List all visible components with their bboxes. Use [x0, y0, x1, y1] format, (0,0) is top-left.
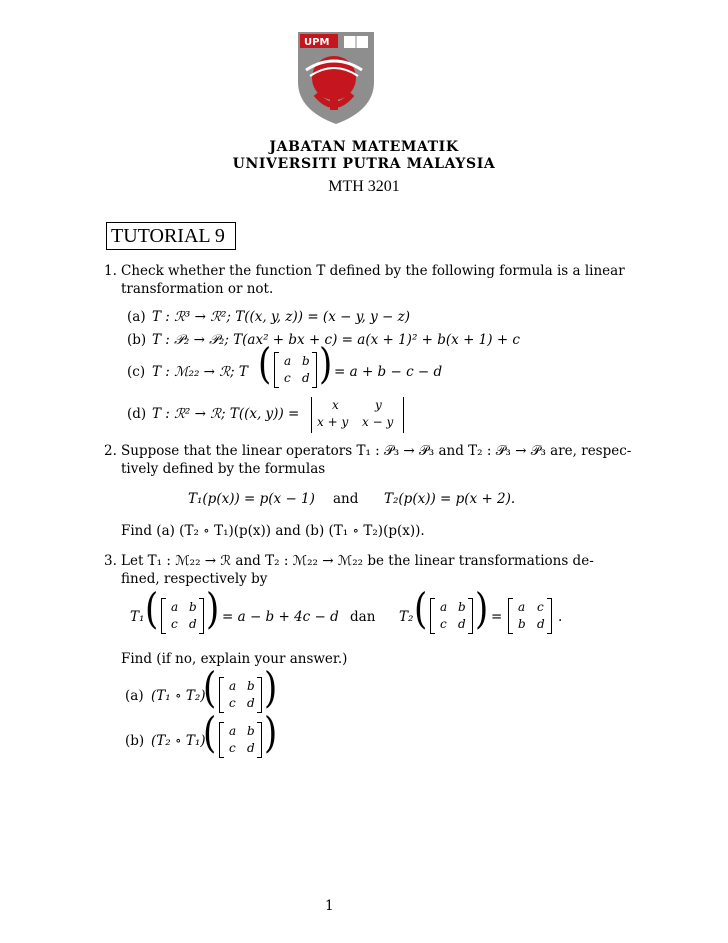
q1d-det-right-bar [403, 397, 404, 433]
q3-t2-m12: b [458, 600, 466, 614]
q1c-m11: a [284, 354, 292, 368]
q1a-text: T : ℛ³ → ℛ²; T((x, y, z)) = (x − y, y − z) [152, 309, 411, 325]
q3b-right-bracket [257, 722, 262, 758]
q3b-composition: (T₂ ∘ T₁) [151, 733, 206, 749]
q1d-det21: x + y [317, 415, 349, 429]
q2-find: Find (a) (T₂ ∘ T₁)(p(x)) and (b) (T₁ ∘ T₂)(p(x)). [121, 523, 425, 539]
q1b-label: (b) [127, 332, 147, 348]
q3-t1-symbol: T₁ [130, 609, 145, 625]
q3a-m11: a [229, 679, 237, 693]
q1d-det12: y [375, 398, 382, 412]
q1c-m21: c [284, 371, 291, 385]
q1d-det22: x − y [362, 415, 394, 429]
q1d-map: T : ℛ² → ℛ; T((x, y)) = [152, 406, 300, 422]
q3-line2: fined, respectively by [121, 571, 268, 587]
q3-t2-equals: = [491, 609, 503, 625]
course-code: MTH 3201 [328, 178, 400, 195]
q1-line1: Check whether the function T defined by the following formula is a linear [121, 263, 625, 279]
q1-line2: transformation or not. [121, 281, 274, 297]
q3-t2-symbol: T₂ [399, 609, 414, 625]
q3b-m21: c [229, 741, 236, 755]
q3-t2out-m22: d [537, 617, 545, 631]
q3a-m21: c [229, 696, 236, 710]
q1d-det11: x [332, 398, 339, 412]
q3-t1-m21: c [171, 617, 178, 631]
q2-line1: Suppose that the linear operators T₁ : 𝒫₃ → 𝒫₃ and T₂ : 𝒫₃ → 𝒫₃ are, respec- [121, 443, 632, 459]
q3-t2out-m11: a [518, 600, 526, 614]
q1a-label: (a) [127, 309, 146, 325]
q3a-composition: (T₁ ∘ T₂) [151, 688, 206, 704]
university-name: UNIVERSITI PUTRA MALAYSIA [232, 156, 496, 172]
q1c-map: T : ℳ₂₂ → ℛ; T [152, 364, 248, 380]
q3-t1-m22: d [189, 617, 197, 631]
q3-t2-m22: d [458, 617, 466, 631]
q3b-m12: b [247, 724, 255, 738]
q3-t2-right-bracket [468, 598, 473, 634]
q3-t2-m11: a [440, 600, 448, 614]
q2-formula-t1: T₁(p(x)) = p(x − 1) [188, 491, 315, 507]
q1d-det-left-bar [311, 397, 312, 433]
q1c-left-bracket [274, 352, 279, 388]
q3-t2out-m12: c [537, 600, 544, 614]
q3-t1-left-paren: ( [145, 584, 159, 634]
q3-t2out-left-bracket [508, 598, 513, 634]
q1c-m12: b [302, 354, 310, 368]
q3-t1-right-bracket [199, 598, 204, 634]
upm-logo-text: UPM [304, 37, 330, 48]
q3-t2out-m21: b [518, 617, 526, 631]
q2-number: 2. [104, 443, 117, 459]
q3b-label: (b) [125, 733, 145, 749]
q3b-left-bracket [219, 722, 224, 758]
q1d-label: (d) [127, 406, 147, 422]
upm-crest-icon [296, 30, 376, 126]
page-number: 1 [325, 898, 334, 914]
q2-line2: tively defined by the formulas [121, 461, 326, 477]
q2-formula-t2: T₂(p(x)) = p(x + 2). [384, 491, 516, 507]
department-name: JABATAN MATEMATIK [269, 139, 459, 155]
q3-t2-m21: c [440, 617, 447, 631]
q3-t1-m11: a [171, 600, 179, 614]
q1c-right-bracket [312, 352, 317, 388]
q1c-left-paren: ( [258, 339, 272, 389]
q1c-rhs: = a + b − c − d [334, 364, 443, 380]
q3-t2-left-paren: ( [414, 584, 428, 634]
q3-period: . [558, 609, 563, 625]
q3-t1-left-bracket [161, 598, 166, 634]
q3a-left-bracket [219, 677, 224, 713]
q3b-left-paren: ( [203, 708, 217, 758]
q3b-m11: a [229, 724, 237, 738]
q1c-label: (c) [127, 364, 146, 380]
q1c-right-paren: ) [319, 339, 333, 389]
q3-t2-right-paren: ) [475, 584, 489, 634]
q3-dan: dan [350, 609, 376, 625]
q3-number: 3. [104, 553, 117, 569]
q3a-m12: b [247, 679, 255, 693]
q1b-text: T : 𝒫₂ → 𝒫₂; T(ax² + bx + c) = a(x + 1)² + b(x + 1) + c [152, 332, 520, 348]
q3a-left-paren: ( [203, 663, 217, 713]
q3a-label: (a) [125, 688, 144, 704]
tutorial-label: TUTORIAL 9 [106, 222, 236, 250]
q3-t1-m12: b [189, 600, 197, 614]
q3-find: Find (if no, explain your answer.) [121, 651, 348, 667]
q3a-right-bracket [257, 677, 262, 713]
q3-t2-left-bracket [430, 598, 435, 634]
q3b-m22: d [247, 741, 255, 755]
q3a-m22: d [247, 696, 255, 710]
upm-logo [296, 30, 376, 126]
q3-t1-rhs: = a − b + 4c − d [222, 609, 339, 625]
q1c-m22: d [302, 371, 310, 385]
q3-line1: Let T₁ : ℳ₂₂ → ℛ and T₂ : ℳ₂₂ → ℳ₂₂ be the linear transformations de- [121, 553, 594, 569]
q3-t2out-right-bracket [547, 598, 552, 634]
q3-t1-right-paren: ) [206, 584, 220, 634]
q3b-right-paren: ) [264, 708, 278, 758]
q1-number: 1. [104, 263, 117, 279]
q2-and: and [333, 491, 359, 507]
q3a-right-paren: ) [264, 663, 278, 713]
